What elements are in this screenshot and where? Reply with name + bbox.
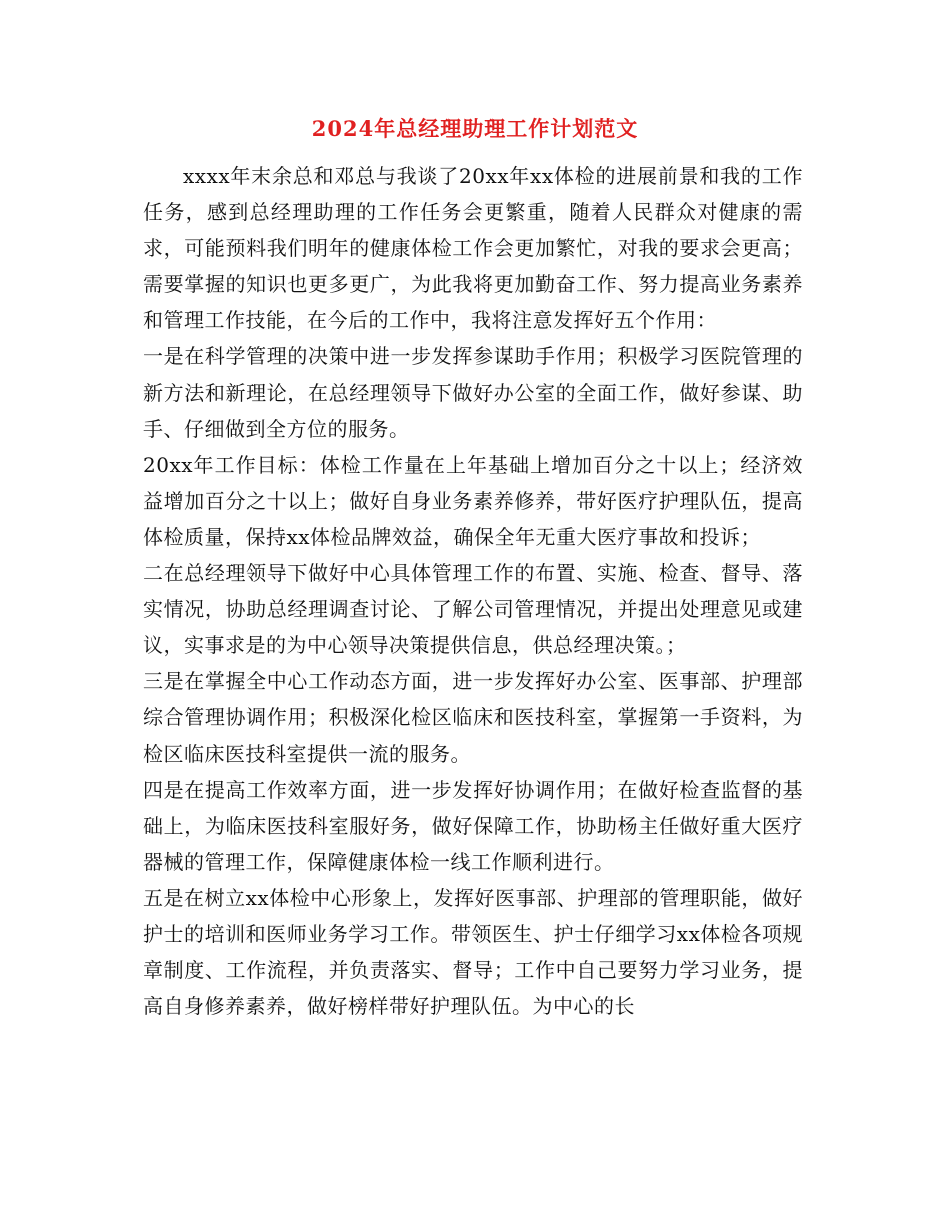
paragraph-role-two: 二在总经理领导下做好中心具体管理工作的布置、实施、检查、督导、落实情况，协助总经理调查讨论、了解公司管理情况，并提出处理意见或建议，实事求是的为中心领导决策提供信息，供总经理决策。； bbox=[143, 561, 803, 658]
document-title: 2024年总经理助理工作计划范文 bbox=[311, 116, 639, 141]
paragraph-role-three: 三是在掌握全中心工作动态方面，进一步发挥好办公室、医事部、护理部综合管理协调作用；积极深化检区临床和医技科室，掌握第一手资料，为检区临床医技科室提供一流的服务。 bbox=[143, 669, 803, 766]
paragraph-role-four: 四是在提高工作效率方面，进一步发挥好协调作用；在做好检查监督的基础上，为临床医技科室服好务，做好保障工作，协助杨主任做好重大医疗器械的管理工作，保障健康体检一线工作顺利进行。 bbox=[143, 777, 803, 874]
document-body bbox=[143, 158, 803, 1024]
paragraph-role-five: 五是在树立xx体检中心形象上，发挥好医事部、护理部的管理职能，做好护士的培训和医师业务学习工作。带领医生、护士仔细学习xx体检各项规章制度、工作流程，并负责落实、督导；工作中自己要努力学习业务，提高自身修养素养，做好榜样带好护理队伍。为中心的长 bbox=[143, 885, 803, 1019]
paragraph-role-one: 一是在科学管理的决策中进一步发挥参谋助手作用；积极学习医院管理的新方法和新理论，在总经理领导下做好办公室的全面工作，做好参谋、助手、仔细做到全方位的服务。 bbox=[143, 344, 803, 441]
paragraph-goals: 20xx年工作目标：体检工作量在上年基础上增加百分之十以上；经济效益增加百分之十以上；做好自身业务素养修养，带好医疗护理队伍，提高体检质量，保持xx体检品牌效益，确保全年无重大医疗事故和投诉； bbox=[143, 452, 803, 549]
paragraph-intro: xxxx年末余总和邓总与我谈了20xx年xx体检的进展前景和我的工作任务，感到总经理助理的工作任务会更繁重，随着人民群众对健康的需求，可能预料我们明年的健康体检工作会更加繁忙，对我的要求会更高；需要掌握的知识也更多更广，为此我将更加勤奋工作、努力提高业务素养和管理工作技能，在今后的工作中，我将注意发挥好五个作用： bbox=[143, 164, 803, 333]
